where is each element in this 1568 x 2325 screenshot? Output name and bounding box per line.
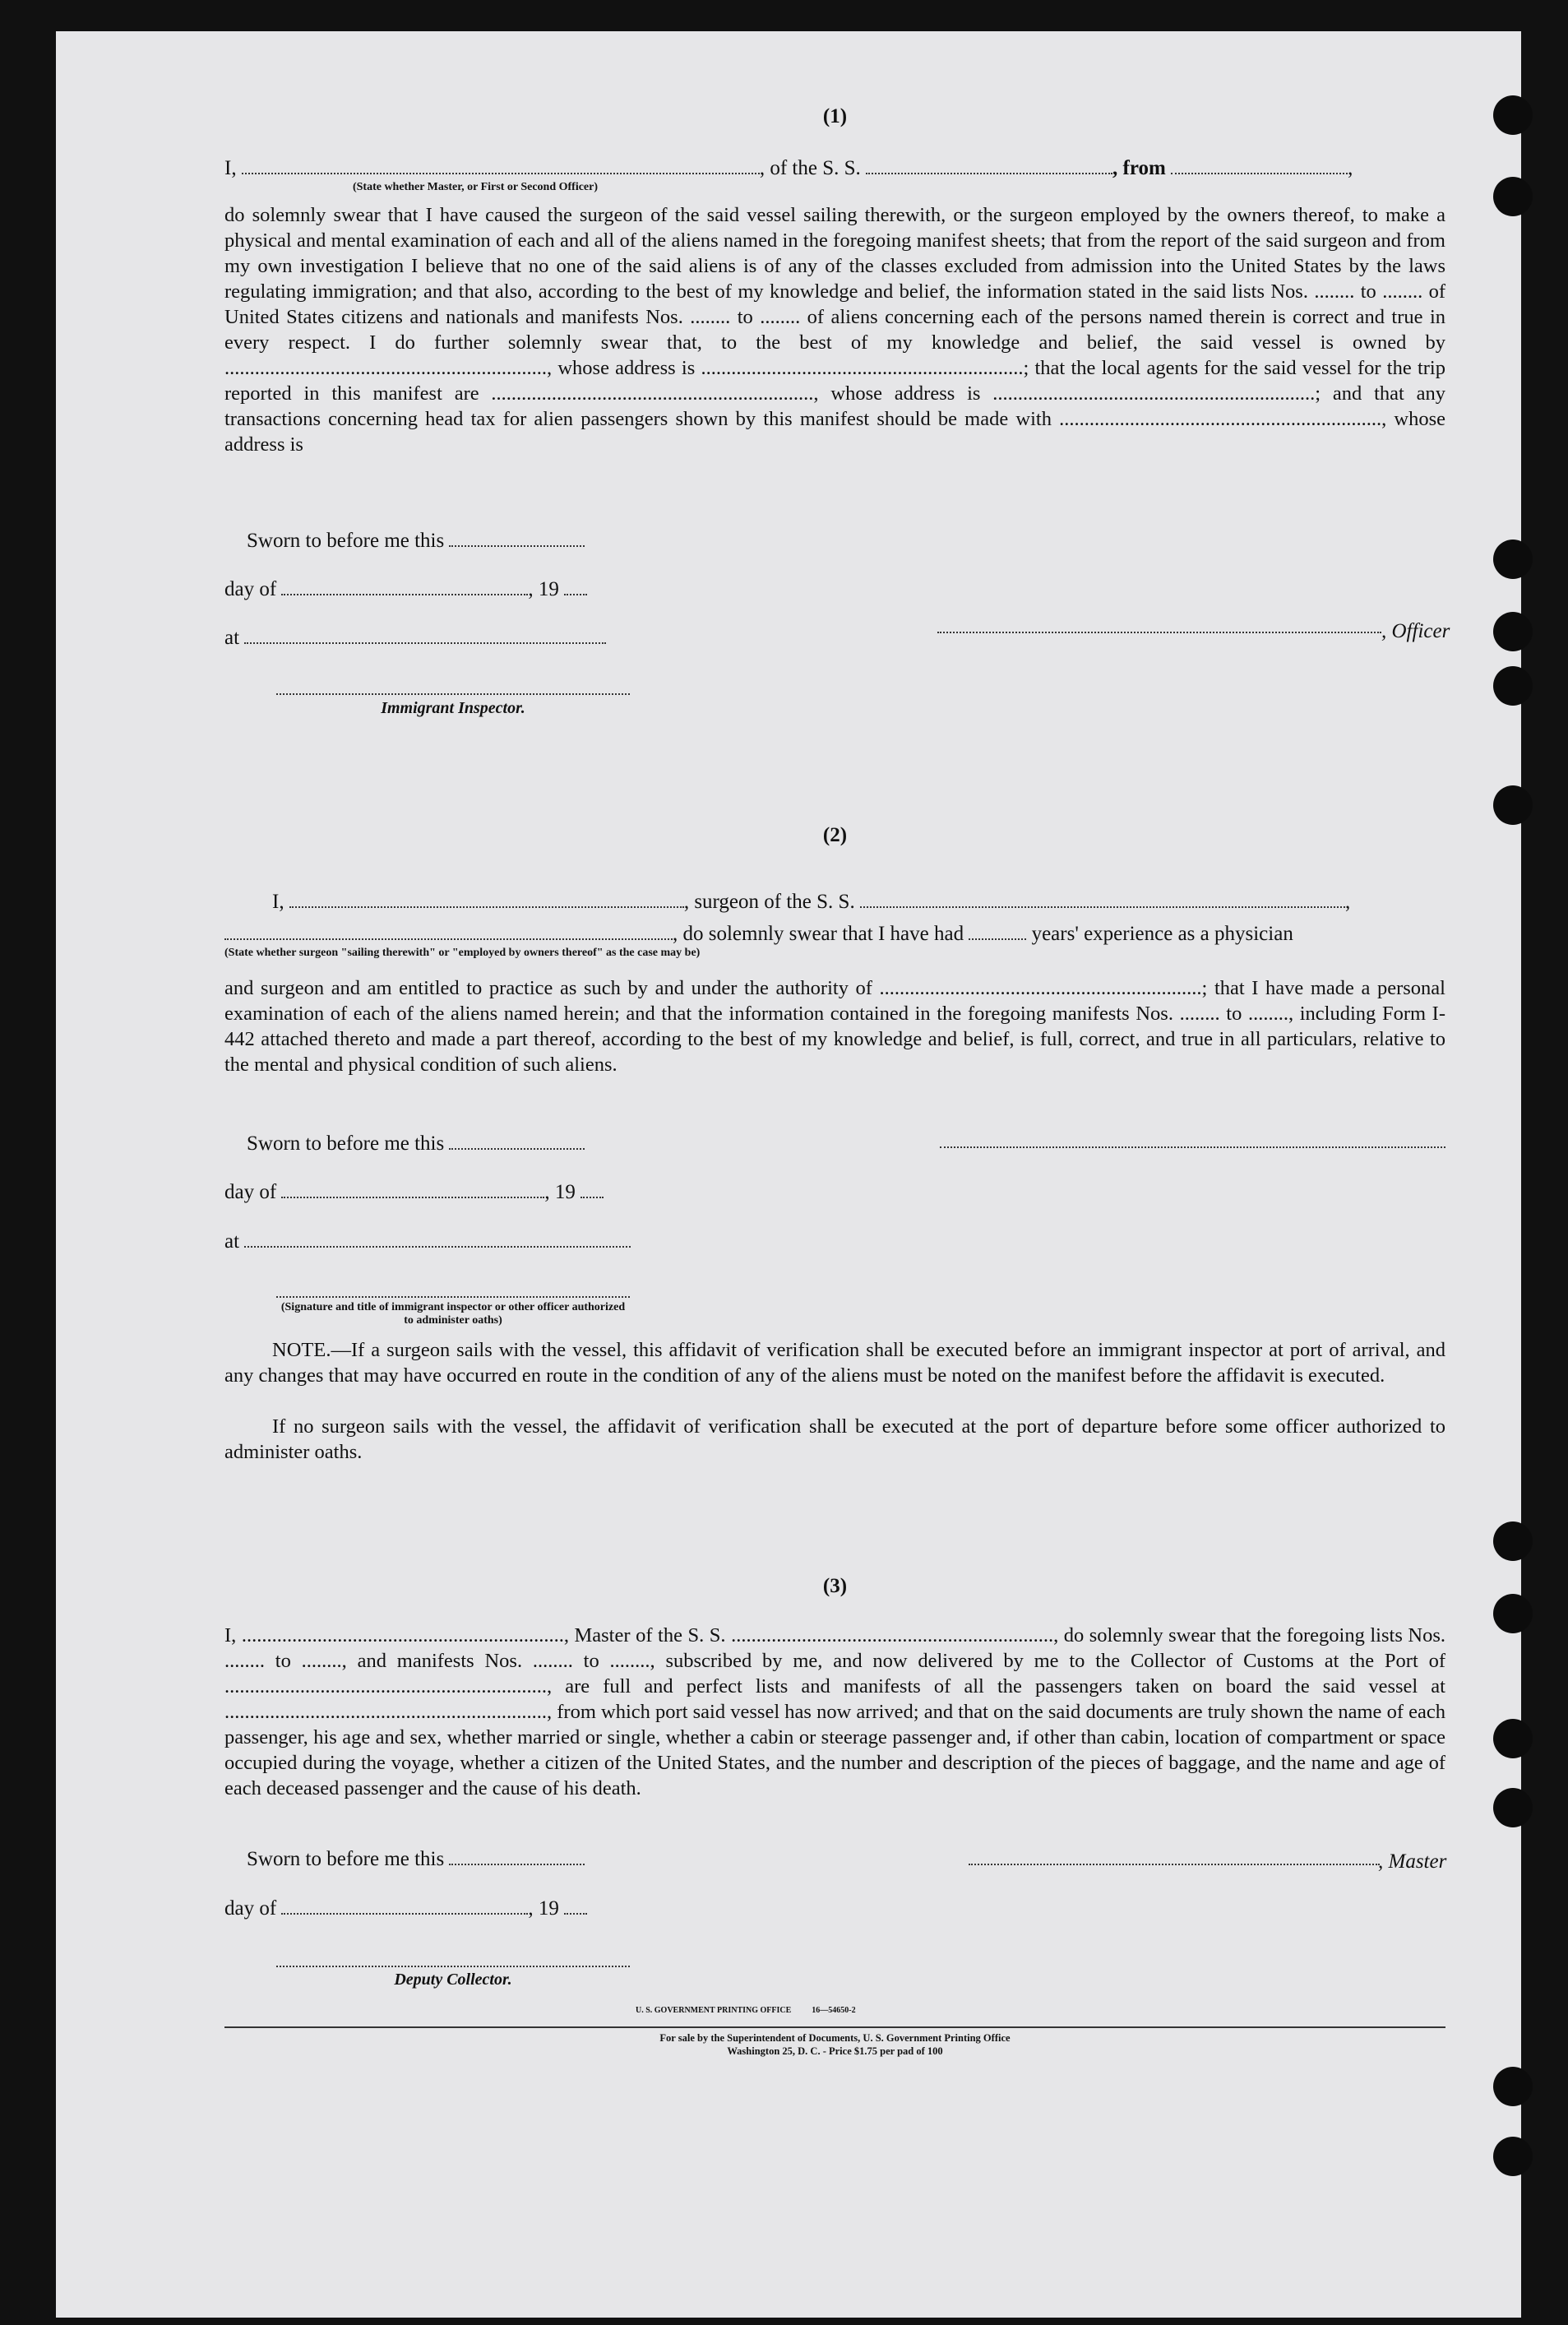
label-of-ss: , of the S. S. — [759, 157, 861, 179]
section-2-oath-paragraph: and surgeon and am entitled to practice as such by and under the authority of ................................................................; that I have made a personal examination of each of the aliens named herein; and that the information contained in the foregoing manifests Nos. ........ to ........, including Form I-442 attached thereto and made a part thereof, according to the best of my knowledge and belief, is full, correct, and true in all particulars, relative to the mental and physical condition of such aliens. — [224, 977, 1445, 1076]
at-place-field-2[interactable] — [244, 1230, 631, 1248]
printing-office-code: U. S. GOVERNMENT PRINTING OFFICE 16—54650-2 — [636, 2006, 856, 2015]
year-field[interactable] — [564, 577, 587, 595]
master-label: , Master — [1378, 1850, 1447, 1873]
label-year: , 19 — [528, 1897, 559, 1920]
officer-rank-field[interactable] — [242, 156, 760, 174]
binder-hole-icon — [1493, 2067, 1533, 2106]
surgeon-status-field[interactable] — [224, 922, 673, 940]
at-line-1 — [224, 626, 606, 650]
binder-hole-icon — [1493, 1594, 1533, 1633]
collector-signature-line[interactable] — [276, 1966, 630, 1967]
section-2-surgeon-line: I, , surgeon of the S. S. , — [272, 891, 1351, 913]
inspector-signature-line[interactable] — [276, 693, 630, 695]
label-sworn: Sworn to before me this — [247, 530, 445, 552]
officer-signature-line[interactable] — [937, 632, 1381, 633]
sworn-line-2 — [247, 1132, 585, 1156]
at-place-field[interactable] — [244, 626, 606, 644]
label-at: at — [224, 1230, 240, 1253]
sworn-date-field-2[interactable] — [449, 1132, 585, 1150]
label-year: , 19 — [544, 1181, 576, 1203]
master-signature-line[interactable] — [969, 1864, 1380, 1865]
day-field[interactable] — [281, 577, 528, 595]
year-field-3[interactable] — [564, 1897, 587, 1915]
label-sworn: Sworn to before me this — [247, 1848, 445, 1870]
label-i: I, — [272, 891, 284, 913]
footer-sale-text — [224, 2031, 1445, 2058]
port-from-field[interactable] — [1171, 156, 1348, 174]
day-field-3[interactable] — [281, 1897, 528, 1915]
surgeon-note-2: If no surgeon sails with the vessel, the affidavit of verification shall be executed at the port of departure before some officer authorized to administer oaths. — [224, 1415, 1445, 1463]
label-years-experience: years' experience as a physician — [1031, 923, 1293, 945]
inspector-caption: Immigrant Inspector. — [381, 699, 525, 717]
label-day-of: day of — [224, 1181, 277, 1203]
sworn-date-field-3[interactable] — [449, 1847, 585, 1865]
manifest-page — [56, 31, 1521, 2318]
day-of-line-1 — [224, 577, 587, 601]
label-i: I, — [224, 157, 237, 179]
day-of-line-3 — [224, 1897, 587, 1920]
binder-hole-icon — [1493, 177, 1533, 216]
at-line-2 — [224, 1230, 631, 1253]
section-1-officer-line: I, , of the S. S. , from , — [224, 157, 1353, 179]
label-day-of: day of — [224, 578, 277, 600]
footer-line-1: For sale by the Superintendent of Documents, U. S. Government Printing Office — [659, 2032, 1011, 2044]
surgeon-signature-line[interactable] — [940, 1146, 1445, 1148]
binder-hole-icon — [1493, 1521, 1533, 1561]
sworn-line-1 — [247, 529, 585, 553]
footer-rule — [224, 2026, 1445, 2028]
section-3-oath-paragraph: I, ................................................................, Master of the S. S. ................................................................, do solemnly swear that the foregoing lists Nos. ........ to ........, and manifests Nos. ........ to ........, subscribed by me, and now delivered by me to the Collector of Customs at the Port of ................................................................, are full and perfect lists and manifests of all the passengers taken on board the said vessel at ................................................................, from which port said vessel has now arrived; and that on the said documents are truly shown the name of each passenger, his age and sex, whether married or single, whether a cabin or steerage passenger and, if other than cabin, location of compartment or space occupied during the voyage, whether a citizen of the United States, and the number and description of the pieces of baggage, and the name and age of each deceased passenger and the cause of his death. — [224, 1624, 1445, 1799]
binder-hole-icon — [1493, 666, 1533, 706]
officer-signature-line-2[interactable] — [276, 1296, 630, 1298]
day-of-line-2 — [224, 1180, 604, 1204]
binder-hole-icon — [1493, 1719, 1533, 1758]
surgeon-note: NOTE.—If a surgeon sails with the vessel, this affidavit of verification shall be executed before an immigrant inspector at port of arrival, and any changes that may have occurred en route in the condition of any of the aliens must be noted on the manifest before the affidavit is executed. — [224, 1339, 1445, 1387]
sworn-line-3 — [247, 1847, 585, 1871]
binder-hole-icon — [1493, 2137, 1533, 2176]
surgeon-name-field[interactable] — [289, 890, 684, 908]
label-from: , from — [1112, 157, 1166, 179]
vessel-name-field-2[interactable] — [860, 890, 1345, 908]
collector-caption: Deputy Collector. — [394, 1971, 512, 1989]
binder-hole-icon — [1493, 540, 1533, 579]
officer-caption: (State whether Master, or First or Second Officer) — [352, 181, 599, 193]
binder-hole-icon — [1493, 95, 1533, 135]
surgeon-caption: (State whether surgeon "sailing therewith" or "employed by owners thereof" as the case may be) — [224, 947, 701, 959]
officer-label: , Officer — [1381, 620, 1450, 642]
binder-hole-icon — [1493, 612, 1533, 651]
day-field-2[interactable] — [281, 1180, 544, 1198]
footer-line-2: Washington 25, D. C. - Price $1.75 per pad of 100 — [727, 2045, 943, 2057]
section-1-number: (1) — [822, 105, 848, 127]
section-2-number: (2) — [822, 824, 848, 846]
binder-hole-icon — [1493, 1788, 1533, 1827]
signature-title-caption: (Signature and title of immigrant inspector or other officer authorized to administer oaths) — [280, 1301, 626, 1327]
binder-hole-icon — [1493, 785, 1533, 825]
label-swear: , do solemnly swear that I have had — [673, 923, 964, 945]
sworn-date-field[interactable] — [449, 529, 585, 547]
years-field[interactable] — [969, 922, 1026, 940]
label-at: at — [224, 627, 240, 649]
year-field-2[interactable] — [580, 1180, 604, 1198]
section-3-number: (3) — [822, 1575, 848, 1597]
label-day-of: day of — [224, 1897, 277, 1920]
label-surgeon-of-ss: , surgeon of the S. S. — [683, 891, 855, 913]
label-sworn: Sworn to before me this — [247, 1132, 445, 1155]
section-1-oath-paragraph: do solemnly swear that I have caused the surgeon of the said vessel sailing therewith, or the surgeon employed by the owners thereof, to make a physical and mental examination of each and all of the aliens named in the foregoing manifest sheets; that from the report of the said surgeon and from my own investigation I believe that no one of the said aliens is of any of the classes excluded from admission into the United States by the laws regulating immigration; and that also, according to the best of my knowledge and belief, the information stated in the said lists Nos. ........ to ........ of United States citizens and nationals and manifests Nos. ........ to ........ of aliens concerning each of the persons named therein is correct and true in every respect. I do further solemnly swear that, to the best of my knowledge and belief, the said vessel is owned by ................................................................, whose address is ................................................................; that the local agents for the said vessel for the trip reported in this manifest are ................................................................, whose address is ................................................................; and that any transactions concerning head tax for alien passengers shown by this manifest should be made with ................................................................, whose address is — [224, 204, 1445, 456]
vessel-name-field[interactable] — [866, 156, 1112, 174]
label-year: , 19 — [528, 578, 559, 600]
section-2-years-line — [224, 922, 1445, 946]
